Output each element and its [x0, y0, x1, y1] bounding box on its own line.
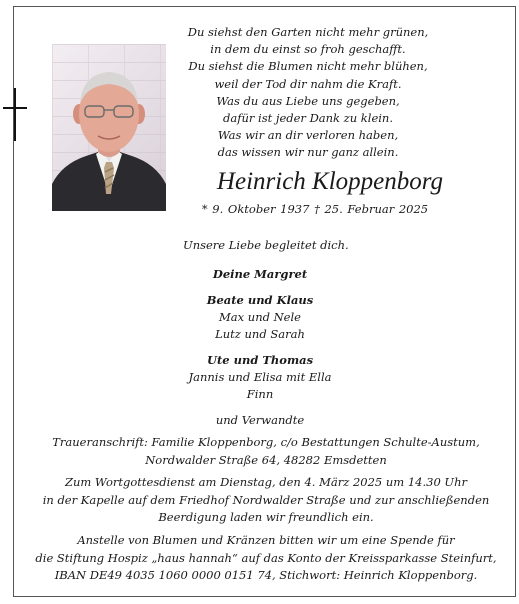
grandchildren-line: Finn — [246, 387, 274, 401]
donation-info — [18, 532, 514, 585]
poem-line: dafür ist jeder Dank zu klein. — [222, 111, 393, 126]
service-line: Beerdigung laden wir freundlich ein. — [158, 510, 374, 524]
poem-line: das wissen wir nur ganz allein. — [217, 145, 399, 160]
donation-line: Anstelle von Blumen und Kränzen bitten wir um eine Spende für — [77, 533, 455, 547]
service-info — [18, 474, 514, 527]
poem — [180, 24, 436, 162]
mourning-address — [18, 434, 514, 469]
grandchildren-line: Jannis und Elisa mit Ella — [188, 370, 332, 384]
poem-line: Du siehst den Garten nicht mehr grünen, — [187, 25, 429, 39]
relatives-line: und Verwandte — [215, 413, 305, 427]
poem-line: Du siehst die Blumen nicht mehr blühen, — [188, 59, 428, 74]
intro-text: Unsere Liebe begleitet dich. — [183, 238, 349, 252]
poem-line: weil der Tod dir nahm die Kraft. — [214, 76, 402, 91]
poem-line: in dem du einst so froh geschafft. — [210, 42, 406, 57]
poem-line: Was du aus Liebe uns gegeben, — [216, 93, 400, 108]
portrait-photo — [52, 44, 166, 211]
grandchildren-line: Max und Nele — [219, 310, 301, 324]
deceased-name: Heinrich Kloppenborg — [216, 168, 444, 195]
address-line: Traueranschrift: Familie Kloppenborg, c/o Bestattungen Schulte-Austum, — [52, 435, 480, 449]
grandchildren-line: Lutz und Sarah — [215, 327, 305, 341]
service-line: Zum Wortgottesdienst am Dienstag, den 4. März 2025 um 14.30 Uhr — [64, 475, 468, 489]
service-line: in der Kapelle auf dem Friedhof Nordwalder Straße und zur anschließenden — [42, 492, 490, 507]
family-member-margret: Deine Margret — [212, 267, 308, 281]
address-line: Nordwalder Straße 64, 48282 Emsdetten — [145, 452, 387, 467]
family-list — [160, 266, 360, 429]
life-dates: * 9. Oktober 1937 † 25. Februar 2025 — [201, 202, 429, 216]
family-member-beate: Beate und Klaus — [206, 293, 314, 307]
donation-line: IBAN DE49 4035 1060 0000 0151 74, Stichwort: Heinrich Kloppenborg. — [54, 568, 478, 582]
donation-line: die Stiftung Hospiz „haus hannah“ auf das Konto der Kreissparkasse Steinfurt, — [35, 550, 497, 565]
family-member-ute: Ute und Thomas — [206, 353, 314, 367]
poem-line: Was wir an dir verloren haben, — [217, 128, 399, 143]
